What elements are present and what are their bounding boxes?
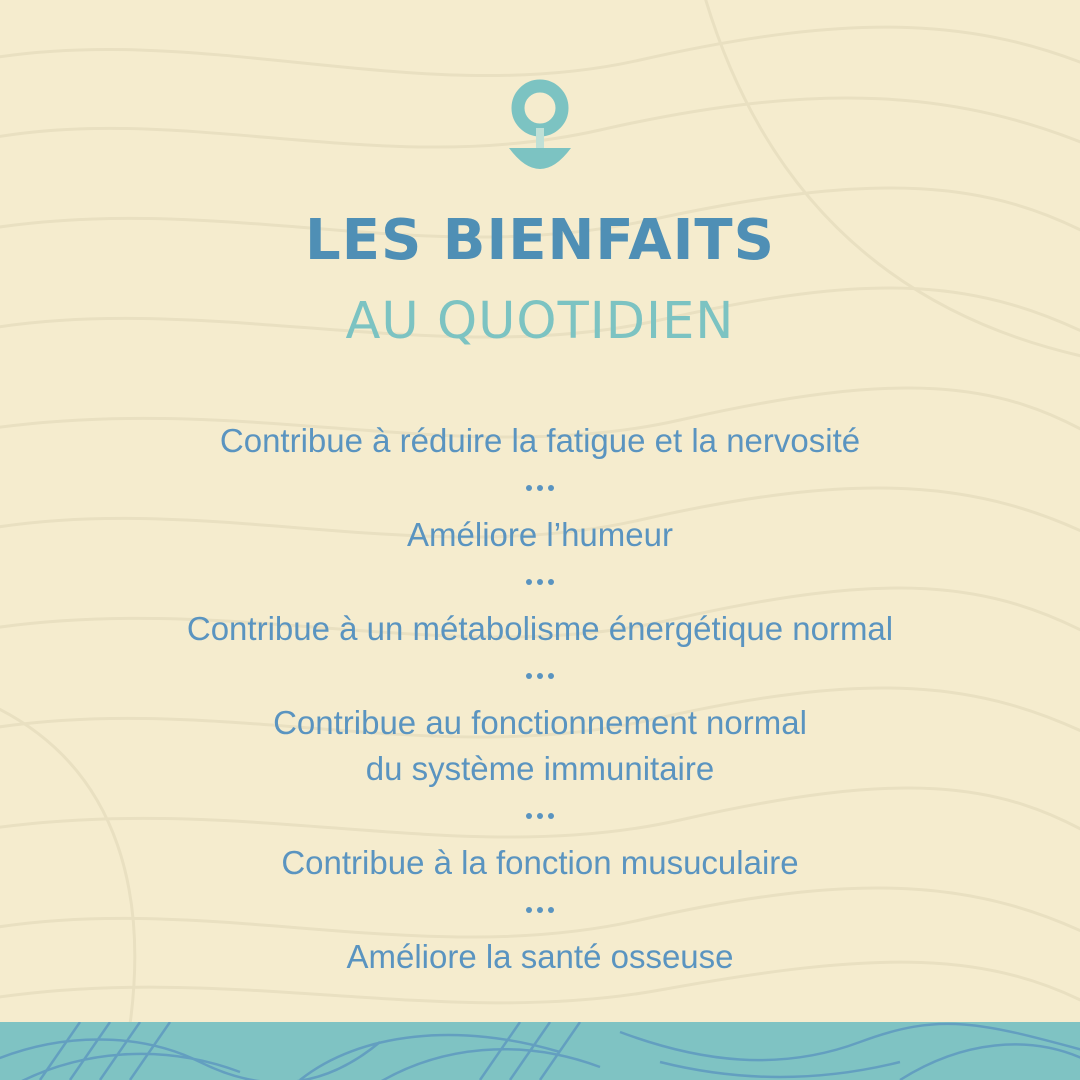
benefits-list — [60, 418, 1020, 980]
benefit-item: Améliore la santé osseuse — [346, 938, 734, 975]
benefit-line: du système immunitaire — [365, 750, 715, 787]
dots-separator — [60, 464, 1020, 512]
benefit-item: Contribue à un métabolisme énergétique normal — [186, 610, 894, 647]
dots-separator — [60, 652, 1020, 700]
footer-wave-pattern — [0, 1022, 1080, 1080]
dots-separator — [60, 558, 1020, 606]
benefit-item — [60, 700, 1020, 792]
page-subtitle: AU QUOTIDIEN — [345, 292, 735, 351]
dots-separator — [60, 792, 1020, 840]
benefit-item: Contribue à réduire la fatigue et la nervosité — [219, 422, 861, 459]
benefit-line: Contribue au fonctionnement normal — [273, 704, 807, 741]
dots-separator — [60, 886, 1020, 934]
footer-band — [0, 1022, 1080, 1080]
benefit-item: Améliore l’humeur — [407, 516, 673, 553]
page-title: LES BIENFAITS — [305, 208, 775, 273]
pin-icon — [505, 78, 575, 180]
benefit-item: Contribue à la fonction musuculaire — [281, 844, 799, 881]
